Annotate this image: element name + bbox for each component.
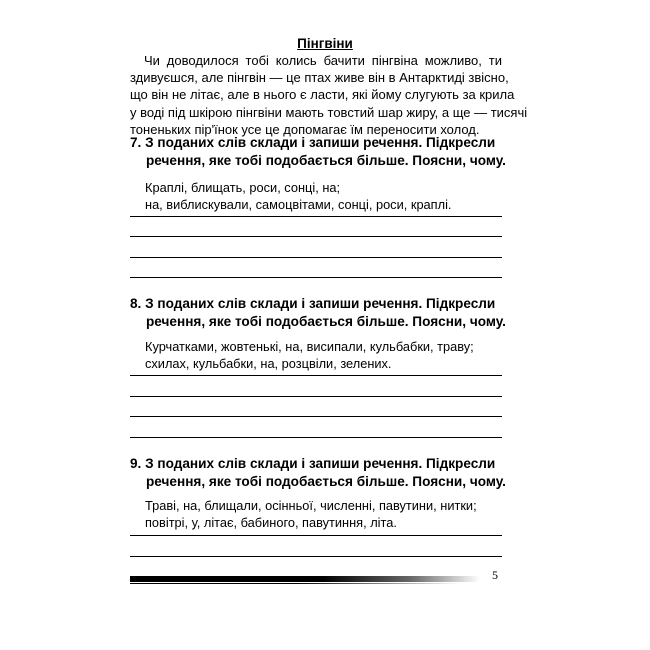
word-list-line: Краплі, блищать, роси, сонці, на; bbox=[145, 180, 341, 195]
word-list-line: на, виблискували, самоцвітами, сонці, роси, краплі. bbox=[145, 196, 452, 212]
story-line: тоненьких пір'їнок усе це допомагає їм переносити холод. bbox=[130, 121, 480, 137]
footer-rule bbox=[130, 576, 480, 582]
story-line: що він не літає, але в нього є ласти, які йому слугують за крила bbox=[130, 87, 515, 103]
word-list-line: схилах, кульбабки, на, розцвіли, зелених. bbox=[145, 355, 392, 371]
answer-line[interactable] bbox=[130, 556, 502, 557]
answer-line[interactable] bbox=[130, 396, 502, 397]
word-list-line: Курчатками, жовтенькі, на, висипали, кульбабки, траву; bbox=[145, 339, 474, 354]
story-line: Чи доводилося тобі колись бачити пінгвіна можливо, ти bbox=[144, 53, 502, 68]
answer-line[interactable] bbox=[130, 535, 502, 536]
exercise-7-title bbox=[130, 134, 506, 169]
answer-line[interactable] bbox=[130, 277, 502, 278]
story-line: здивуєшся, але пінгвін — це птах живе він в Антарктиді звісно, bbox=[130, 70, 509, 86]
answer-line[interactable] bbox=[130, 216, 502, 217]
exercise-9-title bbox=[130, 455, 506, 490]
exercise-title-line: речення, яке тобі подобається більше. Поясни, чому. bbox=[146, 473, 506, 489]
exercise-title-line: 9. З поданих слів склади і запиши речення. Підкресли bbox=[130, 456, 496, 471]
footer-rule-thin bbox=[130, 583, 460, 584]
exercise-title-line: речення, яке тобі подобається більше. Поясни, чому. bbox=[146, 152, 506, 168]
exercise-7-words bbox=[145, 180, 502, 213]
exercise-title-line: речення, яке тобі подобається більше. Поясни, чому. bbox=[146, 313, 506, 329]
exercise-9-words bbox=[145, 498, 502, 531]
answer-line[interactable] bbox=[130, 257, 502, 258]
story-text bbox=[130, 52, 528, 138]
answer-line[interactable] bbox=[130, 375, 502, 376]
exercise-8-words bbox=[145, 339, 502, 372]
page-number: 5 bbox=[492, 568, 498, 582]
story-line: у воді під шкірою пінгвіни мають товстий шар жиру, а ще — тисячі bbox=[130, 104, 528, 120]
word-list-line: повітрі, у, літає, бабиного, павутиння, літа. bbox=[145, 514, 397, 530]
exercise-title-line: 8. З поданих слів склади і запиши речення. Підкресли bbox=[130, 296, 496, 311]
answer-line[interactable] bbox=[130, 236, 502, 237]
exercise-title-line: 7. З поданих слів склади і запиши речення. Підкресли bbox=[130, 135, 496, 150]
answer-line[interactable] bbox=[130, 437, 502, 438]
story-title: Пінгвіни bbox=[297, 36, 353, 51]
answer-line[interactable] bbox=[130, 416, 502, 417]
exercise-8-title bbox=[130, 295, 506, 330]
word-list-line: Траві, на, блищали, осінньої, численні, павутини, нитки; bbox=[145, 498, 477, 513]
